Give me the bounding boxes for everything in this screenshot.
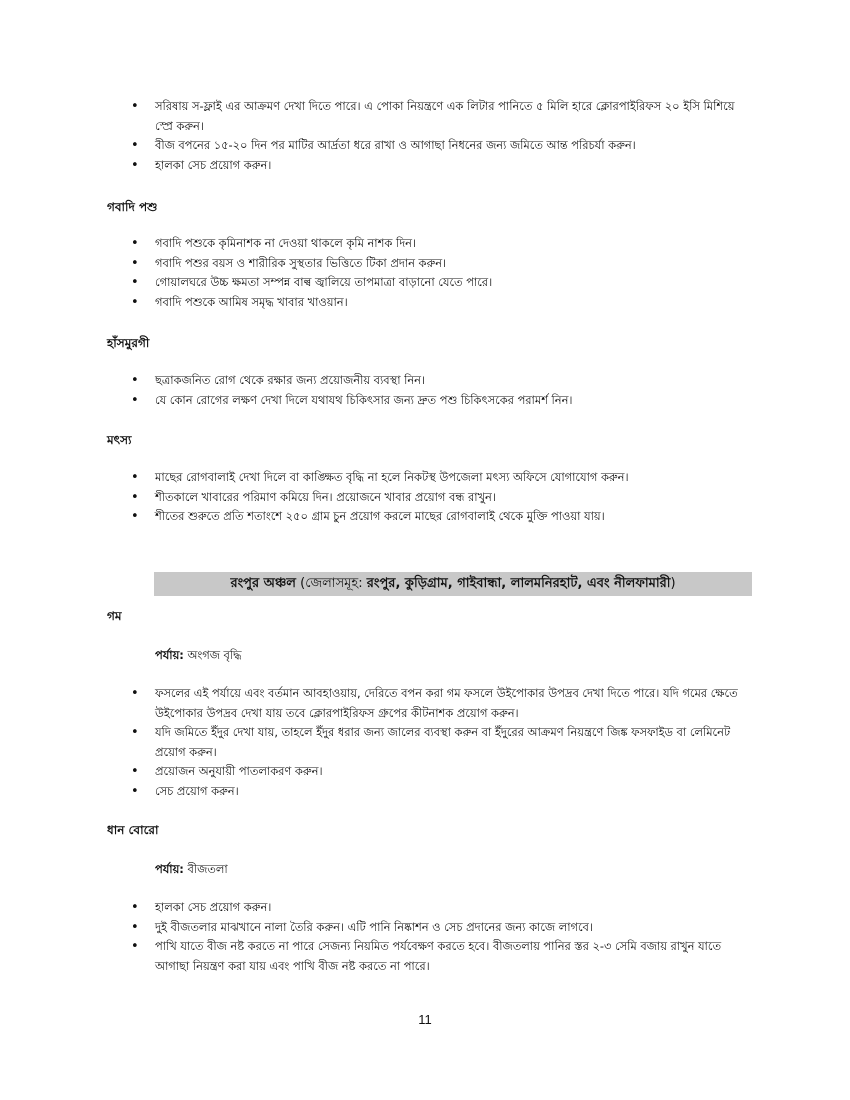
top-bullet-list bbox=[0, 97, 753, 175]
poultry-bullet-list bbox=[0, 371, 753, 410]
list-item: • ফসলের এই পর্যায়ে এবং বর্তমান আবহাওয়ায়, দেরিতে বপন করা গম ফসলে উইপোকার উপদ্রব দেখা দিতে পারে। যদি গমের ক্ষেতে উইপোকার উপদ্রব দেখা যায় তবে ক্লোরপাইরিফস গ্রুপের কীটনাশক প্রয়োগ করুন। bbox=[155, 684, 753, 723]
list-item: • হালকা সেচ প্রয়োগ করুন। bbox=[155, 156, 753, 176]
region-name: রংপুর অঞ্চল bbox=[230, 576, 296, 591]
districts-suffix: ) bbox=[670, 576, 676, 591]
list-item: • হালকা সেচ প্রয়োগ করুন। bbox=[155, 898, 753, 918]
livestock-heading: গবাদি পশু bbox=[107, 200, 158, 214]
list-item: • গবাদি পশুকে কৃমিনাশক না দেওয়া থাকলে কৃমি নাশক দিন। bbox=[155, 234, 753, 254]
poultry-heading: হাঁসমুরগী bbox=[107, 336, 150, 350]
fish-bullet-list bbox=[0, 468, 753, 527]
list-item: • যদি জমিতে ইঁদুর দেখা যায়, তাহলে ইঁদুর ধরার জন্য জালের ব্যবস্থা করুন বা ইঁদুরের আক্রমণ নিয়ন্ত্রণে জিঙ্ক ফসফাইড বা লেমিনেট প্রয়োগ করুন। bbox=[155, 723, 753, 762]
region-banner bbox=[154, 572, 752, 596]
list-item: • পাখি যাতে বীজ নষ্ট করতে না পারে সেজন্য নিয়মিত পর্যবেক্ষণ করতে হবে। বীজতলায় পানির স্তর ২-৩ সেমি বজায় রাখুন যাতে আগাছা নিয়ন্ত্রণ করা যায় এবং পাখি বীজ নষ্ট করতে না পারে। bbox=[155, 937, 753, 976]
list-item: • গবাদি পশুর বয়স ও শারীরিক সুস্থতার ভিত্তিতে টিকা প্রদান করুন। bbox=[155, 254, 753, 274]
list-item: • শীতের শুরুতে প্রতি শতাংশে ২৫০ গ্রাম চুন প্রয়োগ করলে মাছের রোগবালাই থেকে মুক্তি পাওয়া যায়। bbox=[155, 507, 753, 527]
districts-list: রংপুর, কুড়িগ্রাম, গাইবান্ধা, লালমনিরহাট, এবং নীলফামারী bbox=[366, 576, 671, 591]
list-item: • শীতকালে খাবারের পরিমাণ কমিয়ে দিন। প্রয়োজনে খাবার প্রয়োগ বন্ধ রাখুন। bbox=[155, 488, 753, 508]
boro-bullet-list bbox=[0, 898, 753, 976]
list-item: • মাছের রোগবালাই দেখা দিলে বা কাঙ্ক্ষিত বৃদ্ধি না হলে নিকটস্থ উপজেলা মৎস্য অফিসে যোগাযোগ করুন। bbox=[155, 468, 753, 488]
livestock-bullet-list bbox=[0, 234, 753, 312]
list-item: • দুই বীজতলার মাঝখানে নালা তৈরি করুন। এটি পানি নিষ্কাশন ও সেচ প্রদানের জন্য কাজে লাগবে। bbox=[155, 918, 753, 938]
boro-heading: ধান বোরো bbox=[107, 823, 159, 837]
fish-heading: মৎস্য bbox=[107, 433, 132, 447]
districts-prefix: (জেলাসমূহ: bbox=[296, 576, 367, 591]
wheat-bullet-list bbox=[0, 684, 753, 801]
list-item: • সেচ প্রয়োগ করুন। bbox=[155, 782, 753, 802]
boro-stage bbox=[155, 860, 228, 878]
list-item: • সরিষায় স-ফ্লাই এর আক্রমণ দেখা দিতে পারে। এ পোকা নিয়ন্ত্রণে এক লিটার পানিতে ৫ মিলি হারে ক্লোরপাইরিফস ২০ ইসি মিশিয়ে স্প্রে করুন। bbox=[155, 97, 753, 136]
wheat-heading: গম bbox=[107, 609, 122, 623]
list-item: • প্রয়োজন অনুযায়ী পাতলাকরণ করুন। bbox=[155, 762, 753, 782]
stage-value: অংগজ বৃদ্ধি bbox=[183, 648, 242, 662]
list-item: • গবাদি পশুকে আমিষ সমৃদ্ধ খাবার খাওয়ান। bbox=[155, 293, 753, 313]
list-item: • বীজ বপনের ১৫-২০ দিন পর মাটির আর্দ্রতা ধরে রাখা ও আগাছা নিধনের জন্য জমিতে আন্ত পরিচর্যা করুন। bbox=[155, 136, 753, 156]
list-item: • যে কোন রোগের লক্ষণ দেখা দিলে যথাযথ চিকিৎসার জন্য দ্রুত পশু চিকিৎসকের পরামর্শ নিন। bbox=[155, 391, 753, 411]
page-number: 11 bbox=[418, 1012, 432, 1027]
wheat-stage bbox=[155, 646, 242, 664]
list-item: • ছত্রাকজনিত রোগ থেকে রক্ষার জন্য প্রয়োজনীয় ব্যবস্থা নিন। bbox=[155, 371, 753, 391]
stage-label: পর্যায়: bbox=[155, 862, 184, 876]
stage-label: পর্যায়: bbox=[155, 648, 184, 662]
list-item: • গোয়ালঘরে উচ্চ ক্ষমতা সম্পন্ন বাল্ব জ্বালিয়ে তাপমাত্রা বাড়ানো যেতে পারে। bbox=[155, 273, 753, 293]
stage-value: বীজতলা bbox=[183, 862, 228, 876]
